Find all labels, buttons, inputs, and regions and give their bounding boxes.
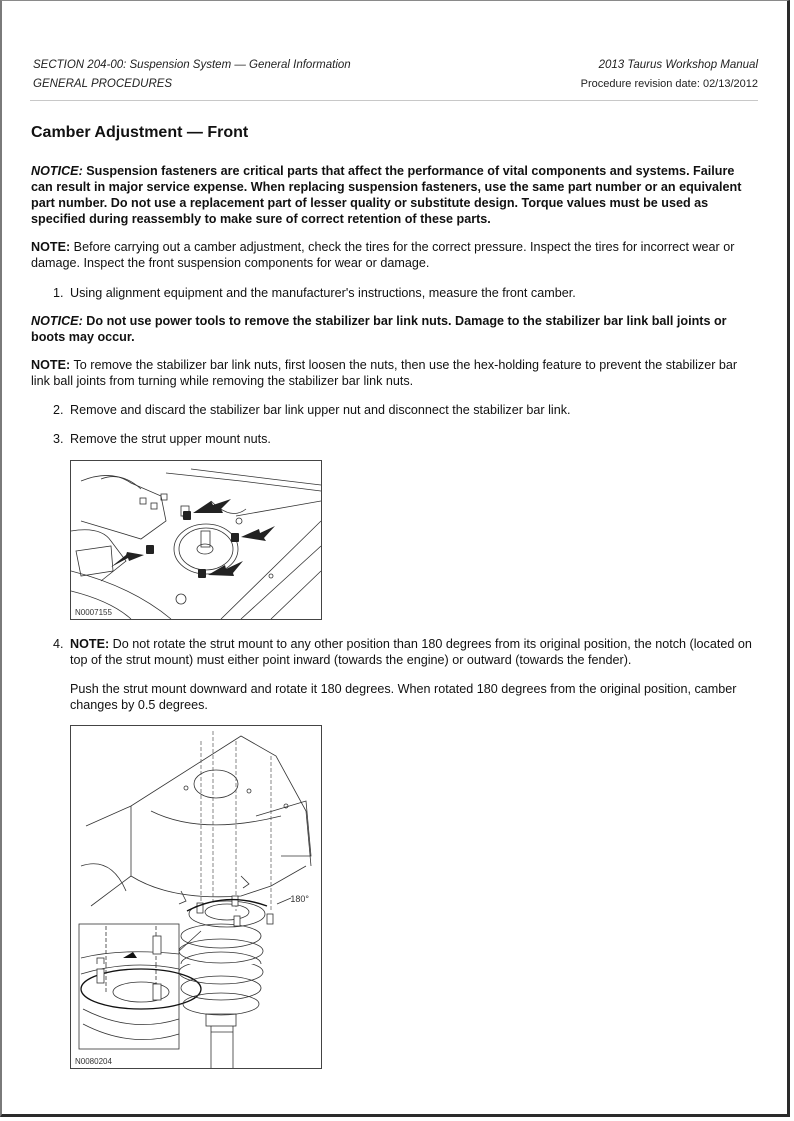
notice-fasteners <box>31 163 758 227</box>
notice-label: NOTICE: <box>31 314 83 328</box>
step-text: Push the strut mount downward and rotate it 180 degrees. When rotated 180 degrees from the original position, camber changes by 0.5 degrees. <box>70 682 737 712</box>
step-number: 3. <box>53 432 64 446</box>
figure-id: N0080204 <box>75 1057 112 1066</box>
note-text: To remove the stabilizer bar link nuts, first loosen the nuts, then use the hex-holding feature to prevent the stabilizer bar link ball joints from turning while removing the stabilizer bar link nuts. <box>31 358 738 388</box>
category-title: GENERAL PROCEDURES <box>33 78 173 90</box>
header-divider <box>30 100 758 101</box>
step-number: 1. <box>53 286 64 300</box>
manual-title: 2013 Taurus Workshop Manual <box>598 59 758 71</box>
step-text: Remove and discard the stabilizer bar link upper nut and disconnect the stabilizer bar link. <box>70 403 571 417</box>
step-number: 4. <box>53 637 64 651</box>
strut-spring-illustration <box>71 964 321 1068</box>
note-tires <box>31 239 758 271</box>
notice-text: Do not use power tools to remove the stabilizer bar link nuts. Damage to the stabilizer bar link ball joints or boots may occur. <box>31 314 727 344</box>
figure-strut-mount-nuts <box>70 460 322 620</box>
section-title: SECTION 204-00: Suspension System — General Information <box>33 59 351 71</box>
revision-date: Procedure revision date: 02/13/2012 <box>580 78 758 90</box>
notice-power-tools <box>31 313 758 345</box>
step-text: Using alignment equipment and the manufacturer's instructions, measure the front camber. <box>70 286 576 300</box>
step-number: 2. <box>53 403 64 417</box>
note-label: NOTE: <box>70 637 110 651</box>
strut-rotation-illustration <box>71 726 321 966</box>
step-note <box>70 636 758 668</box>
strut-mount-illustration <box>71 461 321 619</box>
step-text: Remove the strut upper mount nuts. <box>70 432 271 446</box>
note-text: Do not rotate the strut mount to any other position than 180 degrees from its original position, the notch (located on top of the strut mount) must either point inward (towards the engine) or outward (towards the fender). <box>70 637 752 667</box>
figure-strut-rotation-lower <box>70 964 322 1069</box>
page-title: Camber Adjustment — Front <box>31 124 249 141</box>
note-label: NOTE: <box>31 240 71 254</box>
figure-id: N0007155 <box>75 608 112 617</box>
notice-label: NOTICE: <box>31 164 83 178</box>
rotation-callout: 180° <box>290 894 309 904</box>
note-label: NOTE: <box>31 358 71 372</box>
page-header <box>33 56 758 94</box>
note-text: Before carrying out a camber adjustment, check the tires for the correct pressure. Inspect the tires for incorrect wear or damage. Inspect the front suspension components for wear or damage. <box>31 240 735 270</box>
note-stabilizer <box>31 357 758 389</box>
notice-text: Suspension fasteners are critical parts that affect the performance of vital components and systems. Failure can result in major service expense. When replacing suspension fasteners, use the same part number or an equivalent part number. Do not use a replacement part of lesser quality or substitute design. Torque values must be used as specified during reassembly to make sure of correct retention of these parts. <box>31 164 742 226</box>
figure-strut-rotation <box>70 725 322 967</box>
